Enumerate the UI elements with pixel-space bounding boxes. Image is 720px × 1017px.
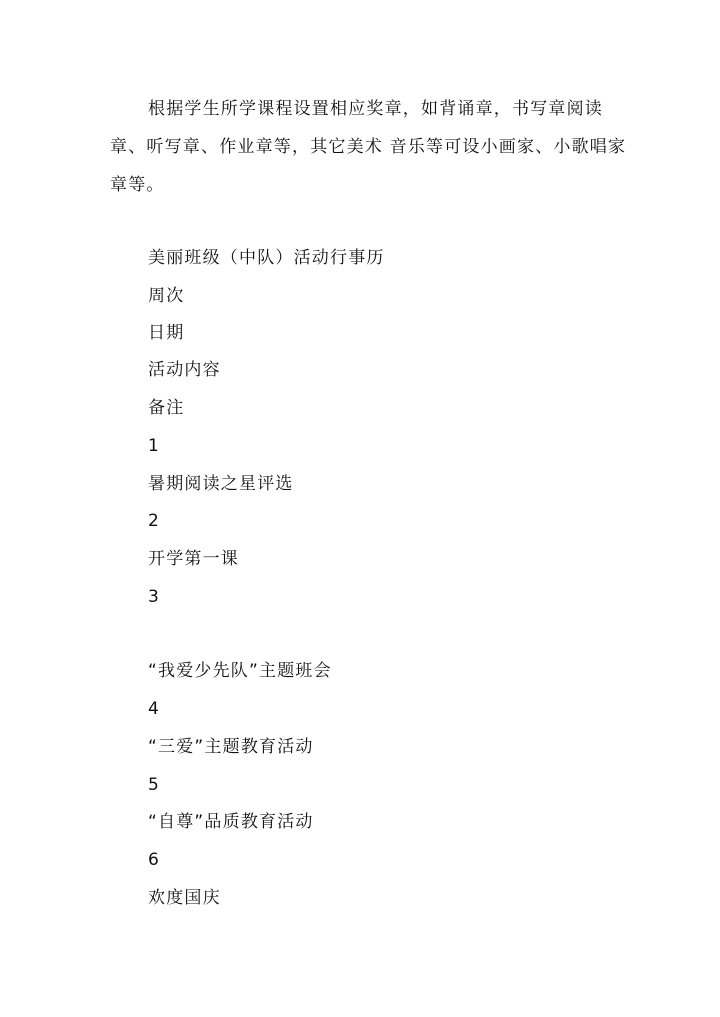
row-activity: 暑期阅读之星评选 xyxy=(148,474,294,494)
header-remarks: 备注 xyxy=(148,398,185,418)
row-activity: 开学第一课 xyxy=(148,549,239,569)
row-activity: 欢度国庆 xyxy=(148,888,221,908)
row-activity: “我爱少先队”主题班会 xyxy=(148,661,332,681)
row-week-number: 4 xyxy=(148,699,161,719)
header-week: 周次 xyxy=(148,286,185,306)
row-activity: “自尊”品质教育活动 xyxy=(148,812,314,832)
header-activity: 活动内容 xyxy=(148,360,221,380)
row-week-number: 1 xyxy=(148,436,161,456)
intro-paragraph: 根据学生所学课程设置相应奖章，如背诵章，书写章阅读章、听写章、作业章等，其它美术 音乐等可设小画家、小歌唱家章等。 xyxy=(110,99,627,195)
row-week-number: 5 xyxy=(148,775,161,795)
calendar-title: 美丽班级（中队）活动行事历 xyxy=(148,248,385,268)
row-week-number: 6 xyxy=(148,850,161,870)
header-date: 日期 xyxy=(148,323,185,343)
row-activity: “三爱”主题教育活动 xyxy=(148,737,314,757)
row-week-number: 3 xyxy=(148,587,161,607)
row-week-number: 2 xyxy=(148,511,161,531)
